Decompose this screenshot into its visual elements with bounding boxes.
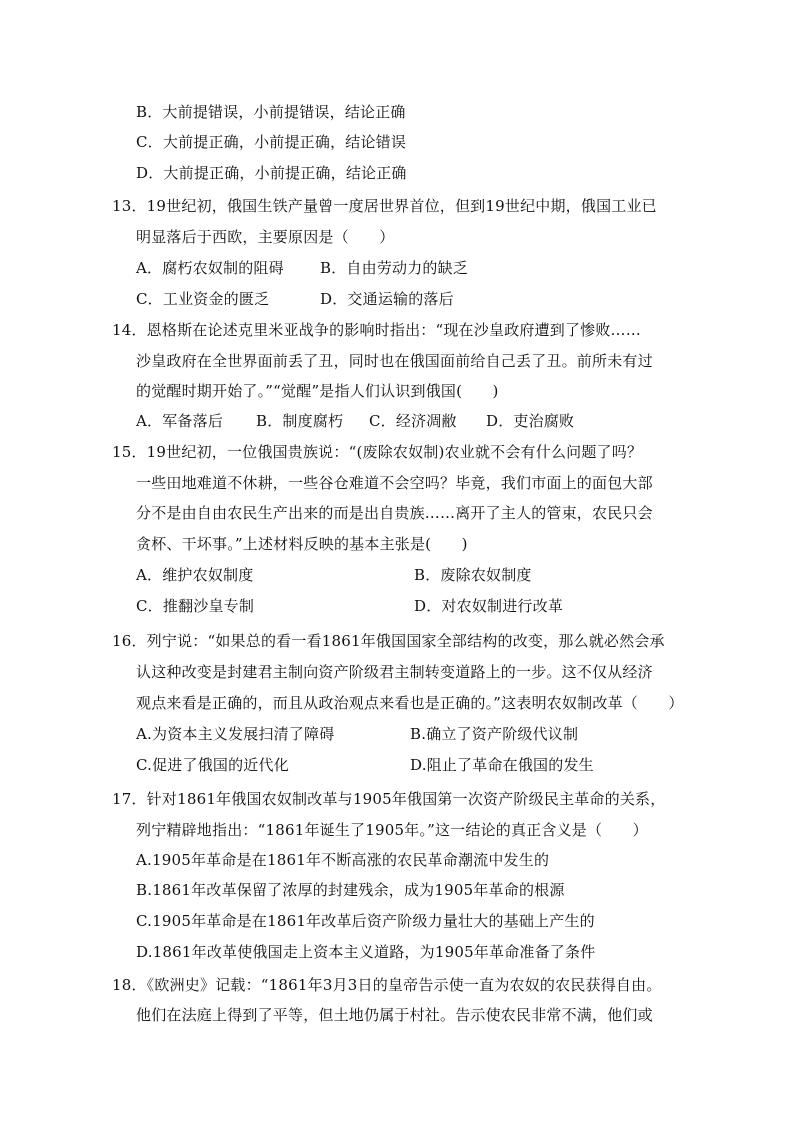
q15-stem-line4: 贪杯、干坏事。”上述材料反映的基本主张是( ) (136, 535, 468, 553)
q16-option-a: A.为资本主义发展扫清了障碍 (136, 725, 335, 743)
q15-option-a: A．维护农奴制度 (136, 566, 254, 584)
q16-option-c: C.促进了俄国的近代化 (136, 756, 289, 774)
q17-stem-line1: 17．针对1861年俄国农奴制改革与1905年俄国第一次资产阶级民主革命的关系， (112, 790, 666, 808)
q17-option-d: D.1861年改革使俄国走上资本主义道路，为1905年革命准备了条件 (136, 943, 596, 961)
q17-option-b: B.1861年改革保留了浓厚的封建残余，成为1905年革命的根源 (136, 881, 565, 899)
q15-stem-line1: 15．19世纪初，一位俄国贵族说：“(废除农奴制)农业就不会有什么问题了吗？ (112, 443, 643, 461)
q14-option-a: A．军备落后 (136, 412, 224, 430)
q18-stem-line1: 18．《欧洲史》记载：“1861年3月3日的皇帝告示使一直为农奴的农民获得自由。 (112, 976, 662, 994)
q16-option-d: D.阻止了革命在俄国的发生 (410, 756, 594, 774)
q13-stem-line1: 13．19世纪初，俄国生铁产量曾一度居世界首位，但到19世纪中期，俄国工业已 (112, 197, 657, 215)
q16-option-b: B.确立了资产阶级代议制 (410, 725, 579, 743)
q13-option-c: C．工业资金的匮乏 (136, 290, 270, 308)
q12-option-d: D．大前提正确，小前提正确，结论正确 (136, 164, 407, 182)
q17-stem-line2: 列宁精辟地指出：“1861年诞生了1905年。”这一结论的真正含义是（ ） (136, 821, 648, 839)
q15-stem-line3: 分不是由自由农民生产出来的而是出自贵族……离开了主人的管束，农民只会 (136, 504, 653, 522)
q14-option-d: D．吏治腐败 (486, 412, 575, 430)
q15-option-b: B．废除农奴制度 (414, 566, 532, 584)
q18-stem-line2: 他们在法庭上得到了平等，但土地仍属于村社。告示使农民非常不满，他们或 (136, 1006, 653, 1024)
q15-option-d: D．对农奴制进行改革 (414, 597, 564, 615)
q16-stem-line3: 观点来看是正确的，而且从政治观点来看也是正确的。”这表明农奴制改革（ ） (136, 694, 684, 712)
q12-option-b: B．大前提错误，小前提错误，结论正确 (136, 103, 406, 121)
q14-stem-line3: 的觉醒时期开始了。”“觉醒”是指人们认识到俄国( ) (136, 382, 499, 400)
q14-stem-line2: 沙皇政府在全世界面前丢了丑，同时也在俄国面前给自己丢了丑。前所未有过 (136, 352, 653, 370)
q13-option-d: D．交通运输的落后 (320, 290, 454, 308)
q14-stem-line1: 14．恩格斯在论述克里米亚战争的影响时指出：“现在沙皇政府遭到了惨败…… (112, 321, 641, 339)
q15-stem-line2: 一些田地难道不休耕，一些谷仓难道不会空吗？毕竟，我们市面上的面包大部 (136, 474, 653, 492)
q12-option-c: C．大前提正确，小前提正确，结论错误 (136, 133, 407, 151)
q17-option-a: A.1905年革命是在1861年不断高涨的农民革命潮流中发生的 (136, 851, 550, 869)
q13-option-b: B．自由劳动力的缺乏 (320, 259, 469, 277)
q16-stem-line1: 16．列宁说：“如果总的看一看1861年俄国国家全部结构的改变，那么就必然会承 (112, 632, 665, 650)
q14-option-b: B．制度腐朽 (256, 412, 344, 430)
q17-option-c: C.1905年革命是在1861年改革后资产阶级力量壮大的基础上产生的 (136, 912, 595, 930)
q14-option-c: C．经济凋敝 (369, 412, 457, 430)
q13-option-a: A．腐朽农奴制的阻碍 (136, 259, 284, 277)
q16-stem-line2: 认这种改变是封建君主制向资产阶级君主制转变道路上的一步。这不仅从经济 (136, 663, 653, 681)
q13-stem-line2: 明显落后于西欧，主要原因是（ ） (136, 228, 395, 246)
q15-option-c: C．推翻沙皇专制 (136, 597, 255, 615)
